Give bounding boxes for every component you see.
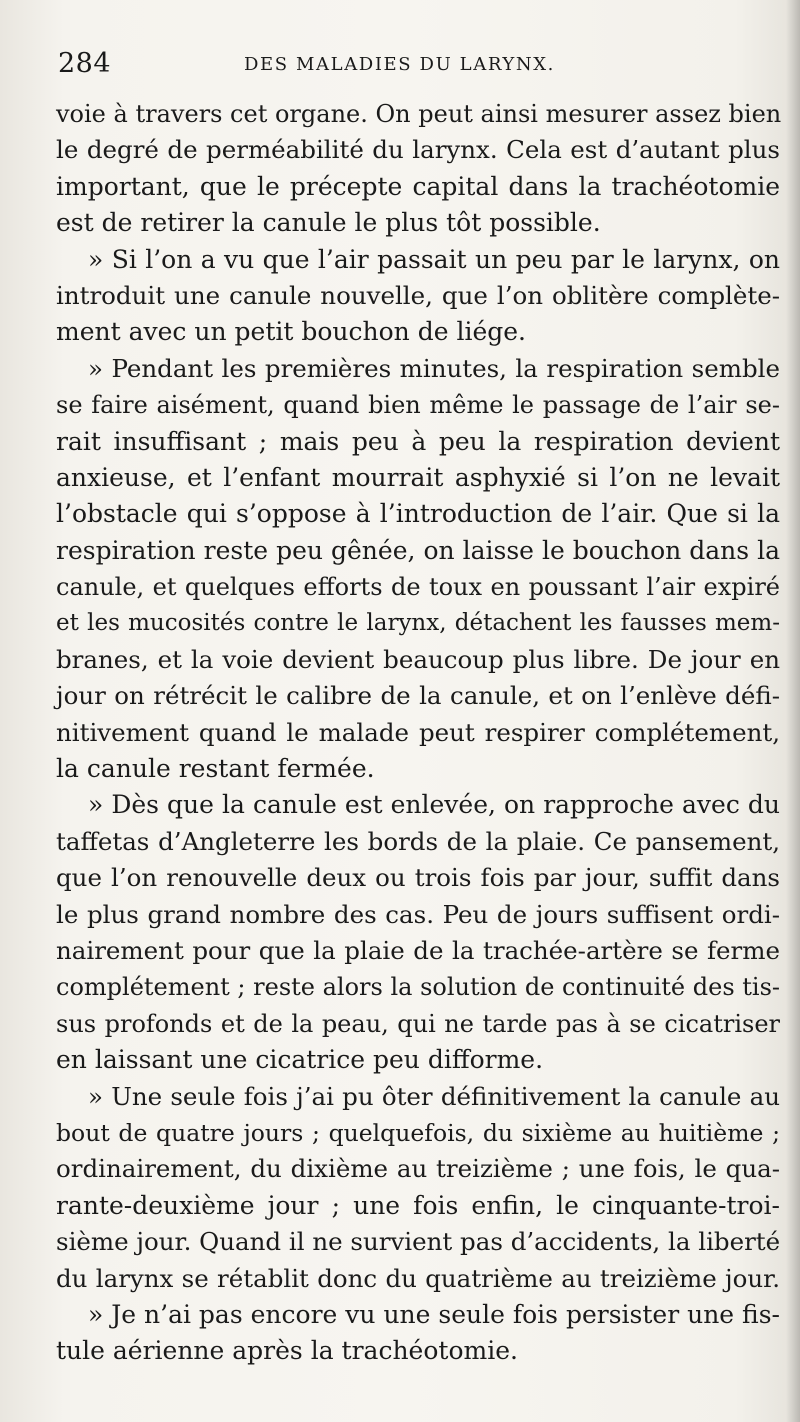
page-number: 284: [58, 48, 112, 79]
text-line: complétement ; reste alors la solution de continuité des tis-: [56, 973, 781, 1002]
text-line: anxieuse, et l’enfant mourrait asphyxié si l’on ne levait: [56, 462, 780, 492]
text-line: rait insuffisant ; mais peu à peu la respiration devient: [56, 426, 780, 456]
text-line: respiration reste peu gênée, on laisse le bouchon dans la: [56, 535, 780, 565]
text-line: ment avec un petit bouchon de liége.: [56, 317, 526, 347]
text-line: » Si l’on a vu que l’air passait un peu par le larynx, on: [88, 244, 780, 274]
body-text: [56, 96, 780, 1370]
text-line: du larynx se rétablit donc du quatrième au treizième jour.: [56, 1263, 780, 1293]
text-line: jour on rétrécit le calibre de la canule, et on l’enlève défi-: [56, 681, 780, 711]
text-line: » Une seule fois j’ai pu ôter définitivement la canule au: [88, 1081, 780, 1111]
text-line: le plus grand nombre des cas. Peu de jours suffisent ordi-: [56, 899, 780, 929]
text-line: sus profonds et de la peau, qui ne tarde pas à se cicatriser: [56, 1009, 780, 1038]
text-line: se faire aisément, quand bien même le passage de l’air se-: [56, 391, 780, 420]
text-line: tule aérienne après la trachéotomie.: [56, 1336, 518, 1366]
text-line: taffetas d’Angleterre les bords de la plaie. Ce pansement,: [56, 826, 780, 856]
text-line: voie à travers cet organe. On peut ainsi mesurer assez bien: [56, 100, 782, 128]
page-edge-shadow: [786, 0, 800, 1422]
text-line: en laissant une cicatrice peu difforme.: [56, 1045, 544, 1075]
text-line: introduit une canule nouvelle, que l’on oblitère complète-: [56, 280, 780, 310]
text-line: canule, et quelques efforts de toux en poussant l’air expiré: [56, 573, 780, 602]
text-line: nitivement quand le malade peut respirer complétement,: [56, 717, 780, 747]
text-line: ordinairement, du dixième au treizième ; une fois, le qua-: [56, 1154, 780, 1184]
text-line: » Dès que la canule est enlevée, on rapproche avec du: [88, 790, 780, 820]
text-line: le degré de perméabilité du larynx. Cela est d’autant plus: [56, 135, 780, 165]
text-line: nairement pour que la plaie de la trachée-artère se ferme: [56, 935, 780, 965]
text-line: est de retirer la canule le plus tôt possible.: [56, 208, 601, 238]
page-header: [58, 48, 758, 88]
text-line: branes, et la voie devient beaucoup plus libre. De jour en: [56, 644, 780, 674]
text-line: sième jour. Quand il ne survient pas d’accidents, la liberté: [56, 1227, 781, 1257]
text-line: et les mucosités contre le larynx, détachent les fausses mem-: [56, 610, 780, 637]
text-line: important, que le précepte capital dans la trachéotomie: [56, 171, 780, 201]
text-line: l’obstacle qui s’oppose à l’introduction de l’air. Que si la: [56, 499, 780, 529]
text-line: la canule restant fermée.: [56, 754, 375, 784]
running-title: DES MALADIES DU LARYNX.: [244, 54, 555, 75]
text-line: » Pendant les premières minutes, la respiration semble: [88, 353, 780, 383]
text-line: » Je n’ai pas encore vu une seule fois persister une fis-: [88, 1299, 780, 1329]
text-line: bout de quatre jours ; quelquefois, du sixième au huitième ;: [56, 1118, 780, 1147]
text-line: rante-deuxième jour ; une fois enfin, le cinquante-troi-: [56, 1190, 780, 1220]
text-line: que l’on renouvelle deux ou trois fois par jour, suffit dans: [56, 863, 780, 893]
